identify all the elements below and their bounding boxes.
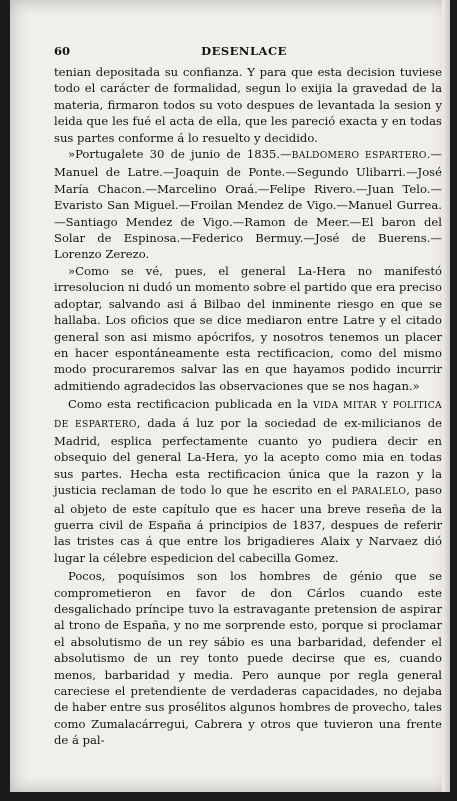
paragraph: Pocos, poquísimos son los hombres de génio que se comprometieron en favor de don Cárlos cuando este desgalichado príncipe tuvo la estravagante pretension de aspirar al trono de España, y no me sorprende esto, porque si proclamar el absolutismo de un rey sábio es una barbaridad, defender el absolutismo de un rey tonto puede decirse que es, cuando menos, barbaridad y media. Pero aunque por regla general careciese el pretendiente de verdaderas capacidades, no dejaba de haber entre sus prosélitos algunos hombres de provecho, tales como Zumalacárregui, Cabrera y otros que tuvieron una frente de á pal- xyxy=(54,569,442,748)
paragraph-text: Como esta rectificacion publicada en la xyxy=(68,397,313,412)
book-page xyxy=(10,0,450,792)
paragraph-text: , dada á luz por la sociedad de ex-milicianos de Madrid, esplica perfectamente cuanto yo pudiera decir en obsequio del general La-Hera, yo la acepto como mia en todas sus partes. Hecha esta rectificacion única que la razon y la justicia reclaman de todo lo que he escrito en el xyxy=(54,415,442,498)
smallcaps-text: VIDA MITAR Y POLITICA DE ESPARTERO xyxy=(54,400,442,430)
smallcaps-text: BALDOMERO ESPARTERO xyxy=(291,150,427,162)
paragraph-text: .—Manuel de Latre.—Joaquin de Ponte.—Segundo Ulibarri.—José María Chacon.—Marcelino Oraá.—Felipe Rivero.—Juan Telo.—Evaristo San Miguel.—Froilan Mendez de Vigo.—Manuel Gurrea.—Santiago Mendez de Vigo.—Ramon de Meer.—El baron del Solar de Espinosa.—Federico Bermuy.—José de Buerens.—Lorenzo Zerezo. xyxy=(54,147,442,262)
page-number: 60 xyxy=(54,44,71,58)
paragraph-text: , paso al objeto de este capítulo que es hacer una breve reseña de la guerra civil de España á principios de 1837, despues de referir las tristes cas á que entre los brigadieres Alaix y Narvaez dió lugar la célebre espedicion del cabecilla Gomez. xyxy=(54,483,442,565)
running-title: DESENLACE xyxy=(201,44,287,58)
paragraph-text: »Portugalete 30 de junio de 1835.— xyxy=(68,147,292,162)
body-text xyxy=(54,64,442,749)
paragraph xyxy=(54,396,442,566)
page-header xyxy=(54,44,434,62)
smallcaps-text: PARALELO xyxy=(351,486,407,498)
paragraph xyxy=(54,146,442,263)
paragraph: tenian depositada su confianza. Y para que esta decision tuviese todo el carácter de formalidad, segun lo exijia la gravedad de la materia, firmaron todos su voto despues de levantada la sesion y leida que les fué el acta de ella, que les pareció exacta y en todas sus partes conforme á lo resuelto y decidido. xyxy=(54,65,442,145)
paragraph: »Como se vé, pues, el general La-Hera no manifestó irresolucion ni dudó un momento sobre el partido que era preciso adoptar, salvando asi á Bilbao del inminente riesgo en que se hallaba. Los oficios que se dice mediaron entre Latre y el citado general son asi mismo apócrifos, y nosotros tenemos un placer en hacer espontáneamente esta rectificacion, como del mismo modo procuraremos salvar las en que hayamos podido incurrir admitiendo agradecidos las observaciones que se nos hagan.» xyxy=(54,263,442,393)
page-gutter-shadow xyxy=(442,0,450,792)
